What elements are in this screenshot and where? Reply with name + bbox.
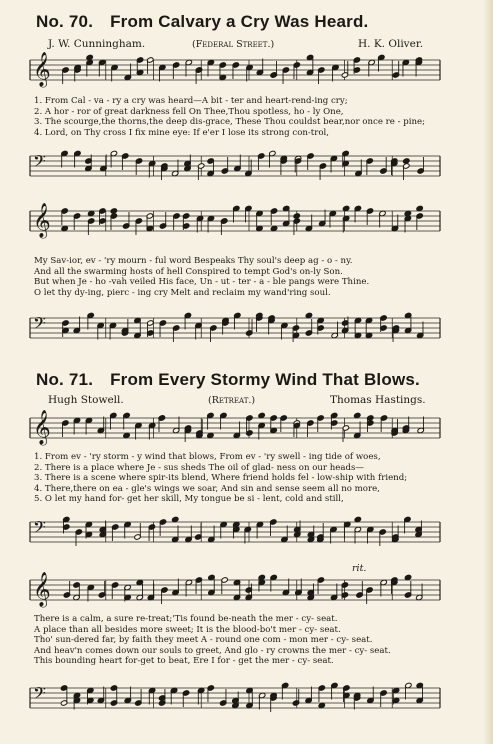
hymn-70-composer: H. K. Oliver. xyxy=(358,38,424,50)
hymn-71-treble-staff-2 xyxy=(30,574,440,614)
verse-line: 5. O let my hand for- get her skill, My tongue be si - lent, cold and still, xyxy=(34,494,344,505)
hymn-71-bass-staff-1 xyxy=(30,510,440,552)
hymn-71-verses-1 xyxy=(34,452,438,505)
verse-line: 2. There is a place where Je - sus sheds The oil of glad- ness on our heads— xyxy=(34,462,365,473)
hymn-71-treble-staff-1 xyxy=(30,412,440,452)
hymn-70-number: No. 70. xyxy=(36,12,94,31)
note-head xyxy=(110,208,117,214)
hymn-71-verses-2 xyxy=(34,614,438,667)
verse-line: Tho' sun-dered far, by faith they meet A - round one com - mon mer - cy- seat. xyxy=(34,635,373,646)
verse-line: 2. A hor - ror of great darkness fell On Thee,Thou spotless, ho - ly One, xyxy=(34,106,344,117)
hymn-70-verses-2 xyxy=(34,256,438,298)
hymn-70-title: From Calvary a Cry Was Heard. xyxy=(110,12,369,31)
hymn-70-tune: (Federal Street.) xyxy=(192,39,275,50)
verse-line: 4. There,there on ea - gle's wings we soar, And sin and sense seem all no more, xyxy=(34,483,380,494)
hymn-70-treble-staff-1 xyxy=(30,54,440,94)
bass-clef-icon: 𝄢 xyxy=(33,683,46,707)
verse-line: This bounding heart for-get to beat, Ere I for - get the mer - cy- seat. xyxy=(34,656,334,667)
verse-line: There is a calm, a sure re-treat;'Tis found be-neath the mer - cy- seat. xyxy=(34,614,338,624)
verse-line: 3. There is a scene where spir-its blend, Where friend holds fel - low-ship with friend; xyxy=(34,473,408,484)
verse-line: My Sav-ior, ev - 'ry mourn - ful word Bespeaks Thy soul's deep ag - o - ny. xyxy=(34,256,353,266)
treble-clef-icon: 𝄞 xyxy=(33,572,51,607)
hymn-70-verses-1 xyxy=(34,96,438,138)
bass-clef-icon: 𝄢 xyxy=(33,313,46,337)
hymn-71-author: Hugh Stowell. xyxy=(48,394,124,406)
verse-line: And all the swarming hosts of hell Conspired to tempt God's on-ly Son. xyxy=(34,266,343,277)
verse-line: O let thy dy-ing, pierc - ing cry Melt and reclaim my wand'ring soul. xyxy=(34,287,331,298)
verse-line: But when Je - ho -vah veiled His face, Un - ut - ter - a - ble pangs were Thine. xyxy=(34,277,370,288)
bass-staff-lines xyxy=(30,144,440,186)
hymn-70-treble-staff-2 xyxy=(30,205,440,245)
treble-staff-lines xyxy=(30,574,440,614)
treble-staff-lines xyxy=(30,205,440,245)
verse-line: And heav'n comes down our souls to greet, And glo - ry crowns the mer - cy- seat. xyxy=(34,645,391,656)
note-head xyxy=(403,158,410,164)
verse-line: 1. From ev - 'ry storm - y wind that blows, From ev - 'ry swell - ing tide of woes, xyxy=(34,452,381,462)
bass-staff-lines xyxy=(30,306,440,348)
bass-staff-lines xyxy=(30,510,440,552)
hymn-71-tune: (Retreat.) xyxy=(208,395,256,406)
bass-clef-icon: 𝄢 xyxy=(33,517,46,541)
verse-line: 4. Lord, on Thy cross I fix mine eye: If e'er I lose its strong con-trol, xyxy=(34,127,330,138)
verse-line: A place than all besides more sweet; It is the blood-bo't mer - cy- seat. xyxy=(34,624,341,635)
treble-clef-icon: 𝄞 xyxy=(33,52,51,87)
hymn-71-bass-staff-2 xyxy=(30,676,440,718)
verse-line: 1. From Cal - va - ry a cry was heard—A bit - ter and heart-rend-ing cry; xyxy=(34,96,348,106)
hymn-71-title: From Every Stormy Wind That Blows. xyxy=(110,370,420,389)
treble-staff-lines xyxy=(30,54,440,94)
hymn-70-bass-staff-2 xyxy=(30,306,440,348)
note-head xyxy=(270,72,277,78)
note-head xyxy=(293,213,300,219)
note-head xyxy=(158,415,165,421)
page-edge-shading xyxy=(483,0,493,744)
hymn-71-composer: Thomas Hastings. xyxy=(330,394,426,406)
hymn-70-author: J. W. Cunningham. xyxy=(48,38,146,50)
hymn-71-heading xyxy=(36,370,420,390)
treble-clef-icon: 𝄞 xyxy=(33,410,51,445)
bass-clef-icon: 𝄢 xyxy=(33,151,46,175)
verse-line: 3. The scourge,the thorns,the deep dis-grace, These Thou couldst bear,nor once re - pine; xyxy=(34,117,425,128)
treble-staff-lines xyxy=(30,412,440,452)
hymn-70-heading xyxy=(36,12,368,32)
bass-staff-lines xyxy=(30,676,440,718)
treble-clef-icon: 𝄞 xyxy=(33,203,51,238)
hymn-71-number: No. 71. xyxy=(36,370,94,389)
note-head xyxy=(221,218,228,224)
ritardando-mark: rit. xyxy=(352,563,367,574)
hymn-70-bass-staff-1 xyxy=(30,144,440,186)
